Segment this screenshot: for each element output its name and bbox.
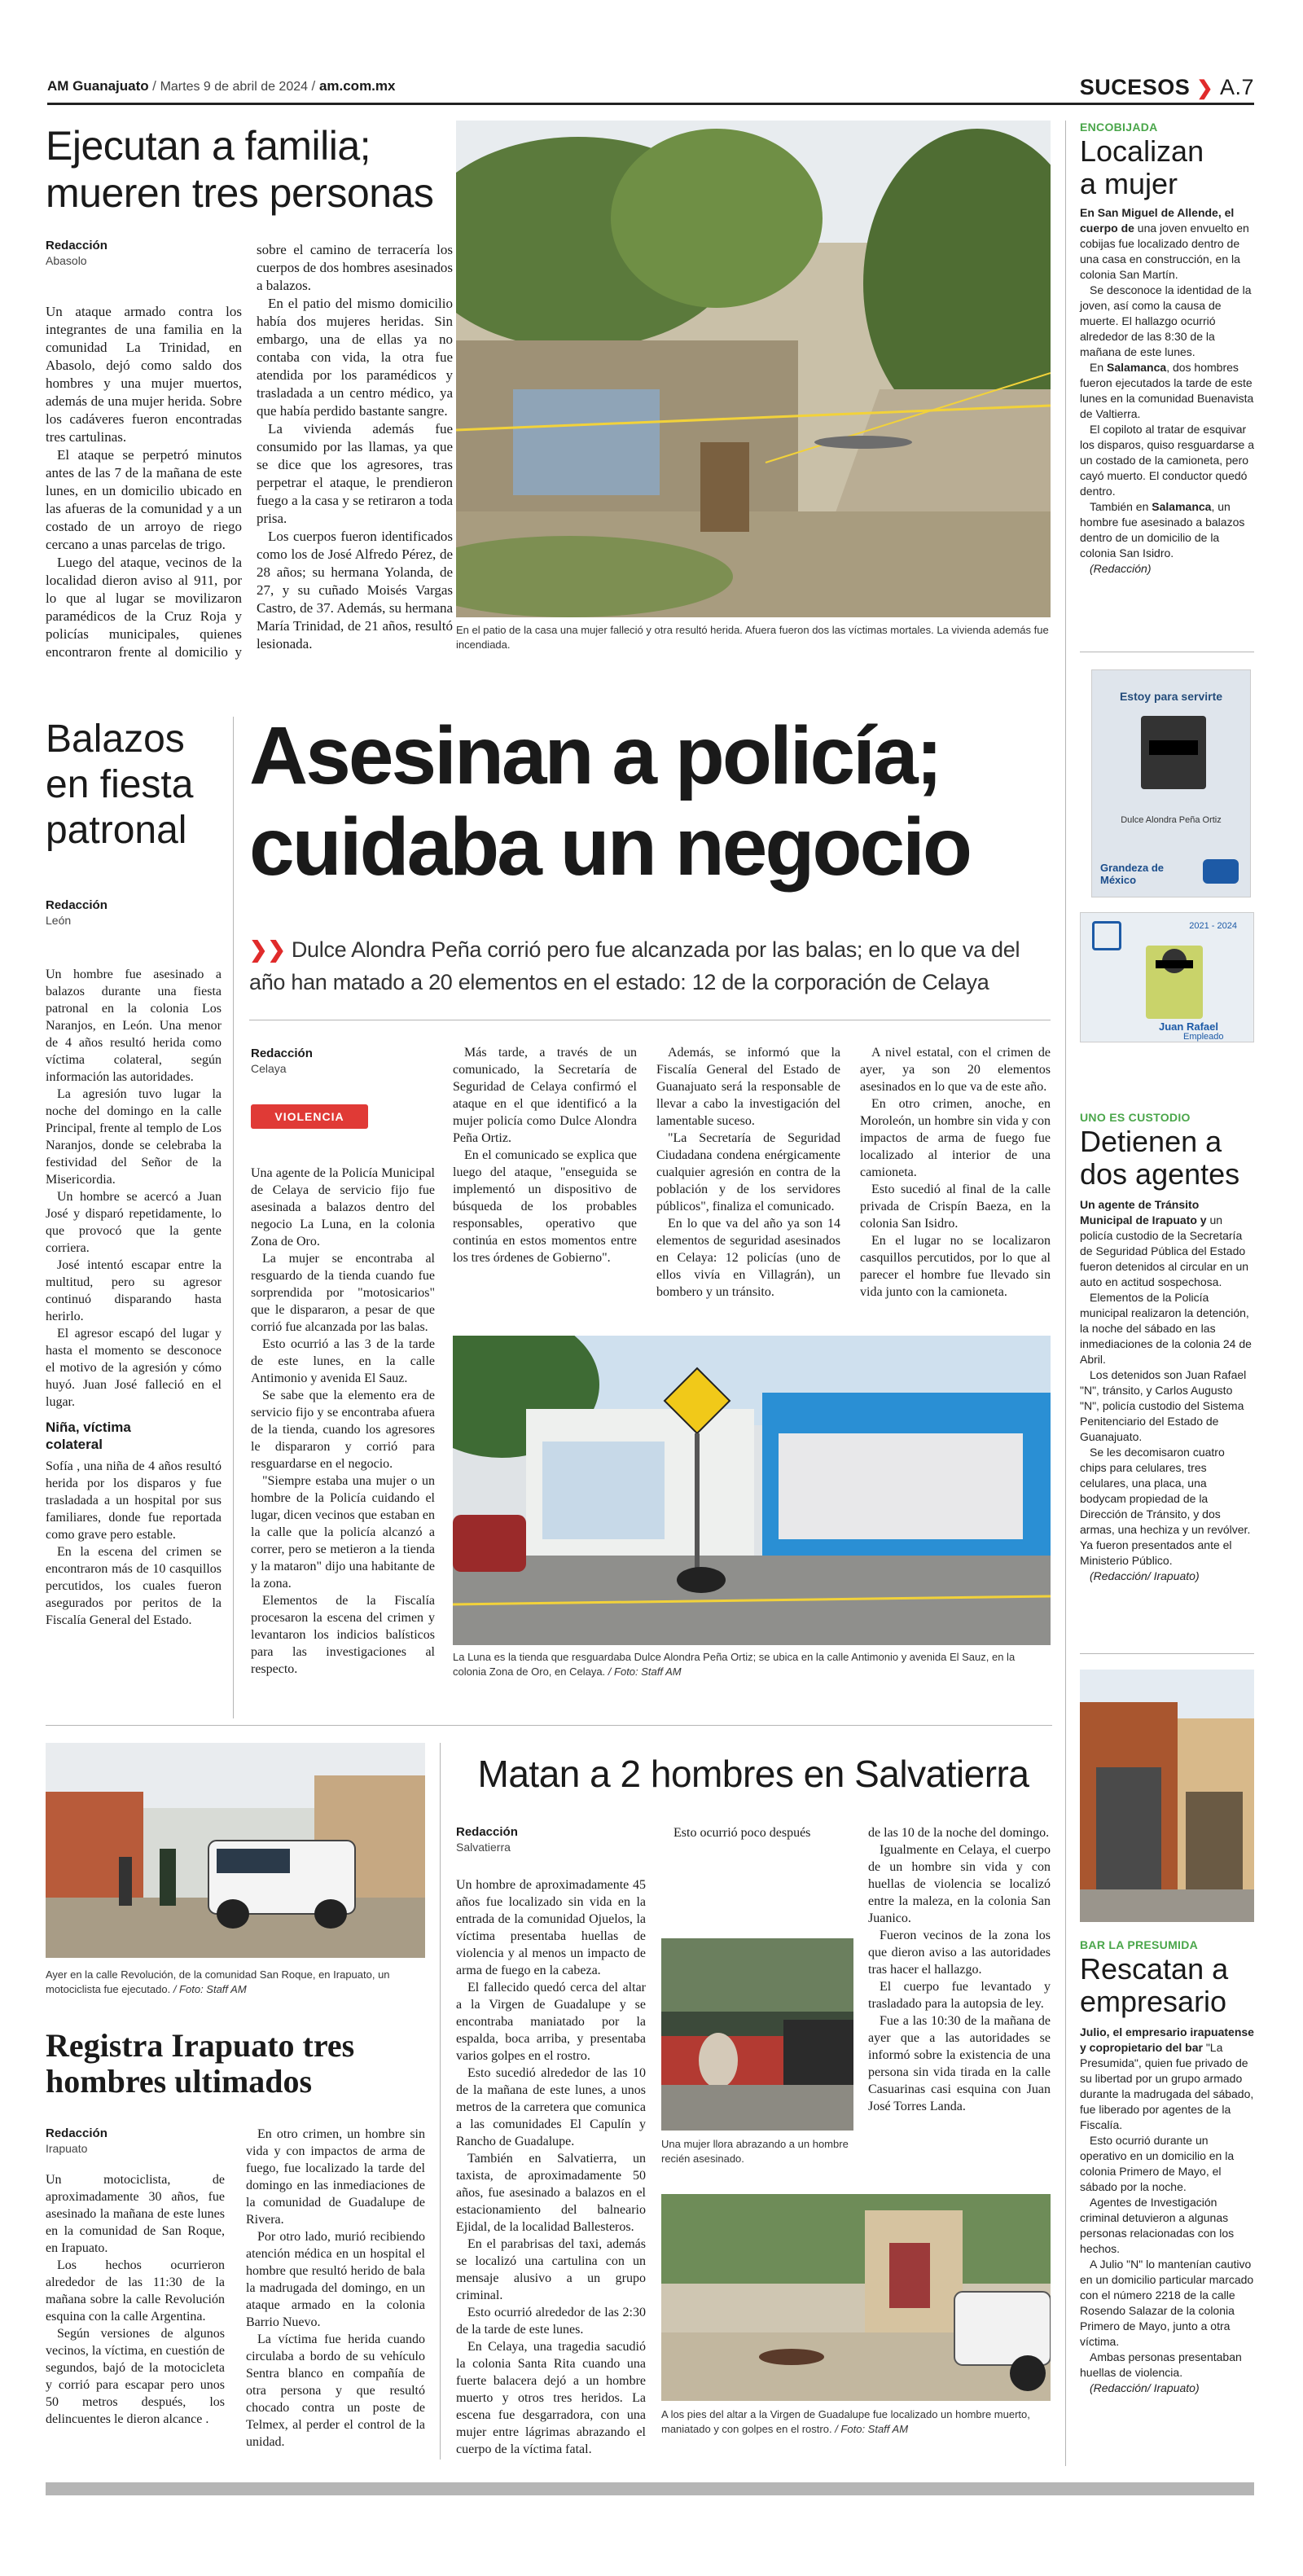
agentes-kicker: UNO ES CUSTODIO [1080,1111,1191,1124]
right-column-rule [1065,121,1066,2466]
side-agentes: UNO ES CUSTODIO Detienen a dos agentes Un agente de Tránsito Municipal de Irapuato y un policía custodio de la Secretaría de Seguridad Pública del Estado fueron detenidos al circular en un auto en actitud sospechosa. Elementos de la Policía municipal realizaron la detención, la noche del sábado en las inmediaciones de la colonia 24 de Abril. Los detenidos son Juan Rafael "N", tránsito, y Carlos Augusto "N", policía custodio del Sistema Penitenciario del Estado de Guanajuato. Se les decomisaron cuatro chips para celulares, tres celulares, una placa, una bodycam propiedad de la Dirección de Tránsito, y dos armas, una hechiza y un revólver. Ya fueron presentados ante el Ministerio Público. (Redacción/ Irapuato) [1080,1111,1254,1584]
site-url[interactable]: am.com.mx [318,78,396,94]
agentes-headline: Detienen a dos agentes [1080,1125,1240,1191]
side-divider-2 [1080,1653,1254,1654]
badge-name: Dulce Alondra Peña Ortiz [1121,815,1222,825]
badge-footer: Grandeza de México [1100,862,1165,886]
leon-body: Un hombre fue asesinado a balazos durante una fiesta patronal en la colonia Los Naranjos, en León. Una menor de 4 años resultó herida como víctima colateral, según información las autoridades. La agresión tuvo lugar la noche del domingo en la calle Principal, frente al templo de Los Naranjos, donde se celebraba la festividad del Señor de la Misericordia. Un hombre se acercó a Juan José y disparó repetidamente, lo que provocó que la gente corriera. José intentó escapar entre la multitud, pero su agresor continuó disparando hasta herirlo. El agresor escapó del lugar y hasta el momento se desconoce el motivo de la agresión y cómo huyó. Juan José falleció en el lugar. Niña, víctima colateral Sofía , una niña de 4 años resultó herida por los disparos y fue trasladada a un hospital por sus familiares, donde fue reportada como grave pero estable. En la escena del crimen se encontraron más de 10 casquillos percutidos, los cuales fueron asegurados por peritos de la Fiscalía General del Estado. [46,968,222,1627]
celaya-headline: Asesinan a policía; cuidaba un negocio [249,710,970,893]
salvatierra-caption-2: A los pies del altar a la Virgen de Guadalupe fue localizado un hombre muerto, maniatado y con golpes en el rostro. / Foto: Staff AM [661,2408,1030,2435]
salvatierra-headline: Matan a 2 hombres en Salvatierra [477,1753,1029,1795]
leon-byline: Redacción León [46,898,107,927]
masthead: AM Guanajuato / Martes 9 de abril de 2024 / am.com.mx SUCESOS ❯ A.7 [47,75,1254,99]
celaya-body-col4: A nivel estatal, con el crimen de ayer, ya son 20 elementos asesinados en lo que va de este año. En otro crimen, anoche, en Moroleón, un hombre sin vida y con impactos de arma de fuego fue localizado al interior de una camioneta. Esto sucedió al final de la calle privada de Crispín Baeza, en la colonia San Isidro. En el lugar no se localizaron casquillos percutidos, por lo que al parecer el hombre fue llevado sin vida junto con la camioneta. [860,1046,1051,1299]
presumida-kicker: BAR LA PRESUMIDA [1080,1938,1199,1951]
side-encobijada: ENCOBIJADA Localizan a mujer En San Miguel de Allende, el cuerpo de una joven envuelto en cobijas fue localizado dentro de una casa en construcción, en la colonia San Martín. Se desconoce la identidad de la joven, así como la causa de muerte. El hallazgo ocurrió alrededor de las 8:30 de la mañana de este lunes. En Salamanca, dos hombres fueron ejecutados la tarde de este lunes en la comunidad Buenavista de Valtierra. El copiloto al tratar de esquivar los disparos, quiso resguardarse a un costado de la camioneta, pero cayó muerto. El conductor quedó dentro. También en Salamanca, un hombre fue asesinado a balazos dentro de un domicilio de la colonia San Isidro. (Redacción) [1080,121,1255,575]
footer-bar [46,2482,1254,2495]
salvatierra-photo-1 [661,1938,853,2131]
encobijada-kicker: ENCOBIJADA [1080,121,1158,134]
presumida-headline: Rescatan a empresario [1080,1952,1229,2018]
encobijada-headline: Localizan a mujer [1080,134,1204,200]
salvatierra-body-col3: de las 10 de la noche del domingo. Igualmente en Celaya, el cuerpo de un hombre sin vida y con huellas de violencia se localizó entre la maleza, en la colonia San Juanico. Fueron vecinos de la zona los que dieron aviso a las autoridades tras hacer el hallazgo. El cuerpo fue levantado y trasladado para la autopsia de ley. Fue a las 10:30 de la mañana de ayer que a las autoridades se informó sobre la existencia de una persona sin vida tirada en la calle Casuarinas casi esquina con Juan José Torres Landa. [868,1826,1051,2113]
celaya-body-col3: Además, se informó que la Fiscalía General del Estado de Guanajuato será la responsable de llevar a cabo la investigación del lamentable suceso. "La Secretaría de Seguridad Ciudadana condena enérgicamente cualquier agresión en contra de la población y de los servidores públicos", finaliza el comunicado. En lo que va del año ya son 14 elementos de seguridad asesinados en Celaya: 12 policías (uno de ellos vivía en Villagrán), un bombero y un tránsito. [656,1046,840,1299]
badge-2-year: 2021 - 2024 [1189,921,1237,931]
abasolo-headline: Ejecutan a familia; mueren tres personas [46,123,434,216]
irapuato-caption: Ayer en la calle Revolución, de la comunidad San Roque, en Irapuato, un motociclista fue ejecutado. / Foto: Staff AM [46,1968,390,1995]
abasolo-body: Un ataque armado contra los integrantes de una familia en la comunidad La Trinidad, en Abasolo, dejó como saldo dos hombres y una mujer muertos, además de una mujer herida. Sobre los cadáveres fueron encontradas tres cartulinas. El ataque se perpetró minutos antes de las 7 de la mañana de este lunes, en un domicilio ubicado en las afueras de la comunidad y a un costado de un arroyo de riego cercano a unas parcelas de trigo. Luego del ataque, vecinos de la localidad dieron aviso al 911, por lo que al lugar se movilizaron paramédicos de la Cruz Roja y policías municipales, quienes encontraron frente al domicilio y sobre el camino de terracería los cuerpos de dos hombres asesinados a balazos. En el patio del mismo domicilio había dos mujeres heridas. Sin embargo, una de ellas ya no contaba con vida, la otra fue atendida por los paramédicos y trasladada a un centro médico, ya que había perdido bastante sangre. La vivienda además fue consumido por las llamas, ya que se dice que los agresores, tras perpetrar el ataque, le prendieron fuego a la casa y se retiraron a toda prisa. Los cuerpos fueron identificados como los de José Alfredo Pérez, de 28 años; su hermana Yolanda, de 27, y su cuñado Moisés Vargas Castro, de 37. Además, su hermana María Trinidad, de 21 años, resultó lesionada. [46,242,453,660]
issue-date: Martes 9 de abril de 2024 [160,80,309,94]
section-divider [46,1725,1052,1726]
badge-emblem-icon [1203,859,1239,884]
section-name: SUCESOS [1079,75,1191,99]
irapuato-byline: Redacción Irapuato [46,2126,107,2155]
paper-name: AM Guanajuato [47,78,149,94]
deck-arrow-icon: ❯❯ [249,937,286,962]
masthead-rule [47,103,1254,105]
celaya-photo [453,1336,1051,1645]
page-number: A.7 [1219,75,1254,99]
badge-photo-2 [1080,912,1254,1042]
celaya-deck: ❯❯ Dulce Alondra Peña corrió pero fue alcanzada por las balas; en lo que va del año han matado a 20 elementos en el estado: 12 de la corporación de Celaya [249,937,1020,994]
salvatierra-caption-1: Una mujer llora abrazando a un hombre recién asesinado. [661,2138,849,2165]
leon-rule [233,717,234,1718]
badge-photo-1 [1091,669,1251,897]
section-arrow-icon: ❯ [1196,77,1213,99]
leon-headline: Balazos en fiesta patronal [46,718,194,852]
badge-2-footer: Empleado [1183,1032,1224,1042]
irapuato-headline: Registra Irapuato tres hombres ultimados [46,2027,355,2100]
irapuato-body-col2: En otro crimen, un hombre sin vida y con impactos de arma de fuego, fue localizado la tarde del domingo en las inmediaciones de la comunidad de Guadalupe de Rivera. Por otro lado, murió recibiendo atención médica en un hospital el hombre que resultó herido de bala la madrugada del domingo, en un ataque armado en la colonia Barrio Nuevo. La víctima fue herida cuando circulaba a bordo de su vehículo Sentra blanco en compañía de otra persona y que resultó chocado contra un poste de Telmex, al perder el control de la unidad. [246,2127,425,2449]
irapuato-rule [440,1743,441,2460]
badge-2-name: Juan Rafael [1159,1020,1218,1033]
badge-portrait [1141,716,1206,789]
irapuato-body-col1: Un motociclista, de aproximadamente 30 años, fue asesinado la mañana de este lunes en la comunidad de San Roque, en Irapuato. Los hechos ocurrieron alrededor de las 11:30 de la mañana sobre la calle Revolución esquina con la calle Argentina. Según versiones de algunos vecinos, la víctima, en cuestión de segundos, bajó de la motocicleta y corrió para escapar pero unos 50 metros después, los delincuentes le dieron alcance . [46,2173,225,2426]
abasolo-byline: Redacción Abasolo [46,239,107,267]
abasolo-caption: En el patio de la casa una mujer falleció y otra resultó herida. Afuera fueron dos las víctimas mortales. La vivienda además fue incendiada. [456,624,1049,651]
celaya-body-col2: Más tarde, a través de un comunicado, la Secretaría de Seguridad de Celaya confirmó el ataque en el que identificó a la mujer policía como Dulce Alondra Peña Ortiz. En el comunicado se explica que luego del ataque, "enseguida se implementó un dispositivo de búsqueda de los probables responsables, operativo que continúa en estos momentos entre los tres órdenes de Gobierno". [453,1046,637,1265]
celaya-body-col1: Una agente de la Policía Municipal de Celaya de servicio fijo fue asesinada a balazos dentro del negocio La Luna, en la colonia Zona de Oro. La mujer se encontraba al resguardo de la tienda cuando fue sorprendida por "motosicarios" que le dispararon, a pesar de que corrió fue alcanzada por las balas. Esto ocurrió a las 3 de la tarde de este lunes, en la calle Antimonio y avenida El Sauz. Se sabe que la elemento era de servicio fijo y se encontraba afuera de la tienda, cuando los agresores le dispararon y corrió para resguardarse en el negocio. "Siempre estaba una mujer o un hombre de la Policía cuidando el lugar, dicen vecinos que estaban en la calle que la policía alcanzó a correr, pero se metieron a la tienda y la mataron" dijo una habitante de la zona. Elementos de la Fiscalía procesaron la escena del crimen y levantaron los indicios balísticos para las investigaciones al respecto. [251,1166,435,1676]
badge-title: Estoy para servirte [1119,690,1223,703]
section-label [1080,75,1254,100]
leon-subhead: Niña, víctima colateral [46,1420,131,1452]
side-presumida: BAR LA PRESUMIDA Rescatan a empresario Julio, el empresario irapuatense y copropietario del bar "La Presumida", quien fue privado de su libertad por un grupo armado durante la madrugada del sábado, fue liberado por agentes de la Fiscalía. Esto ocurrió durante un operativo en un domicilio en la colonia Primero de Mayo, el sábado por la noche. Agentes de Investigación criminal detuvieron a algunas personas relacionadas con los hechos. A Julio "N" lo mantenían cautivo en un domicilio particular marcado con el número 2218 de la calle Rosendo Salazar de la colonia Primero de Mayo, junto a otra víctima. Ambas personas presentaban huellas de violencia. (Redacción/ Irapuato) [1080,1938,1254,2394]
salvatierra-photo-2 [661,2194,1051,2401]
badge-2-logo-icon [1092,921,1121,950]
violencia-tag: VIOLENCIA [251,1104,368,1129]
abasolo-photo [456,121,1051,617]
celaya-caption: La Luna es la tienda que resguardaba Dulce Alondra Peña Ortiz; se ubica en la calle Antimonio y avenida El Sauz, en la colonia Zona de Oro, en Celaya. / Foto: Staff AM [453,1651,1016,1678]
salvatierra-body-main: Un hombre de aproximadamente 45 años fue localizado sin vida en la entrada de la comunidad Ojuelos, la víctima presentaba huellas de violencia y al menos un impacto de arma de fuego en la cabeza. El fallecido quedó cerca del altar a la Virgen de Guadalupe y se encontraba maniatado por la espalda, boca arriba, y presentaba varios golpes en el rostro. Esto sucedió alrededor de las 10 de la mañana de este lunes, a unos metros de la carretera que comunica a las comunidades El Capulín y Rancho de Guadalupe. También en Salvatierra, un taxista, de aproximadamente 50 años, fue asesinado a balazos en el estacionamiento del balneario Ejidal, de la localidad Ballesteros. En el parabrisas del taxi, además se localizó una cartulina con un mensaje alusivo a un grupo criminal. Esto ocurrió alrededor de las 2:30 de la tarde de este lunes. En Celaya, una tragedia sacudió la colonia Santa Rita cuando una fuerte balacera dejó a un hombre muerto y otros tres heridos. La escena fue desgarradora, con una mujer entre lágrimas abrazando el cuerpo de la víctima fatal. Esto ocurrió poco después [456,1826,811,2456]
celaya-byline: Redacción Celaya [251,1047,313,1075]
badge-2-portrait [1146,946,1203,1019]
irapuato-photo [46,1743,425,1958]
presumida-photo [1080,1670,1254,1922]
salvatierra-byline: Redacción Salvatierra [456,1825,518,1854]
